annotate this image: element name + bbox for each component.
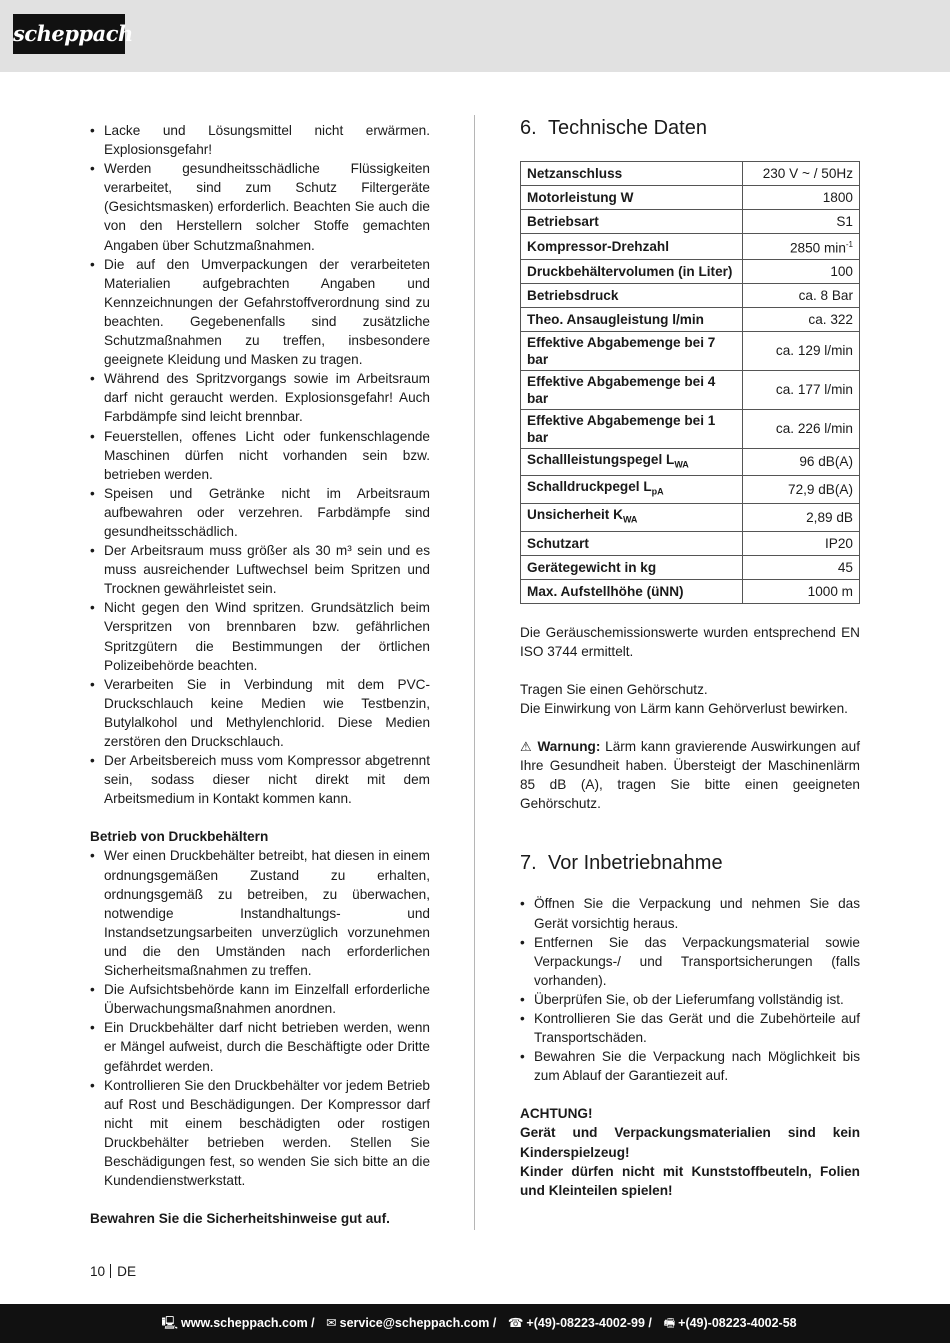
spec-key <box>521 162 743 186</box>
spec-value-text: S1 <box>836 214 853 229</box>
mail-icon: ✉ <box>326 1316 337 1330</box>
spec-value-text: 1000 m <box>807 583 853 599</box>
spec-value-text: ca. 322 <box>808 311 853 327</box>
spec-row <box>521 555 860 579</box>
spec-key <box>521 531 743 555</box>
spec-value <box>743 370 860 409</box>
spec-key <box>521 283 743 307</box>
spec-value-text: 2850 min <box>789 240 846 256</box>
spec-value <box>743 579 860 603</box>
section-6-title: Technische Daten <box>548 117 707 139</box>
spec-row <box>521 234 860 260</box>
spec-value-text: ca. 226 l/min <box>775 421 853 437</box>
spec-key <box>521 370 743 409</box>
safety-list <box>90 121 430 808</box>
safety-list-item: • Während des Spritzvorgangs sowie im Arbeitsraum darf nicht geraucht werden. Explosionsgefahr! Auch Farbdämpfe sind leicht brennbar. <box>90 369 430 426</box>
spec-key-text: Theo. Ansaugleistung l/min <box>527 311 704 327</box>
spec-value <box>743 210 860 234</box>
noise-note: Die Geräuschemissionswerte wurden entsprechend EN ISO 3744 ermittelt. <box>520 624 860 659</box>
fax-icon: 🖷 <box>663 1316 676 1330</box>
spec-value-text: ca. 177 l/min <box>775 382 853 398</box>
preparation-list-item: • Entfernen Sie das Verpackungsmaterial sowie Verpackungs-/ und Transportsicherungen (falls vorhanden). <box>520 933 860 990</box>
spec-value <box>743 409 860 448</box>
pressure-vessel-list-item: • Wer einen Druckbehälter betreibt, hat diesen in einem ordnungsgemäßen Zustand zu erhalten, ordnungsgemäß zu betreiben, zu überwachen, notwendige Instandhaltungs- und Instandsetzungsarbeiten unverzüglich vorzunehmen und die den Umständen nach erforderlichen Sicherheitsmaßnahmen zu treffen. <box>90 846 430 980</box>
preparation-list-item: • Bewahren Sie die Verpackung nach Möglichkeit bis zum Ablauf der Garantiezeit auf. <box>520 1047 860 1085</box>
spec-value <box>743 555 860 579</box>
technical-data-table <box>520 161 860 604</box>
spec-row <box>521 579 860 603</box>
spec-key <box>521 555 743 579</box>
preparation-list-item: • Öffnen Sie die Verpackung und nehmen Sie das Gerät vorsichtig heraus. <box>520 894 860 932</box>
spec-key-text: Betriebsart <box>527 214 599 229</box>
header-band <box>0 0 950 72</box>
spec-value-text: 72,9 dB(A) <box>788 482 853 498</box>
attention-line-1: Gerät und Verpackungsmaterialien sind kein Kinderspielzeug! <box>520 1125 860 1160</box>
safety-list-item: • Die auf den Umverpackungen der verarbeiteten Materialien aufgebrachten Angaben und Kennzeichnungen der Gefahrstoffverordnung sind zu beachten. Gegebenenfalls sind zusätzliche Schutzmaßnahmen zu treffen, insbesondere geeignete Kleidung und Masken zu tragen. <box>90 255 430 370</box>
section-7-title: Vor Inbetriebnahme <box>548 852 723 875</box>
spec-key-text: Effektive Abgabemenge bei 1 bar <box>527 412 716 445</box>
safety-list-item: • Feuerstellen, offenes Licht oder funkenschlagende Maschinen dürfen nicht vorhanden sein bzw. betrieben werden. <box>90 427 430 484</box>
spec-value <box>743 162 860 186</box>
safety-list-item: • Der Arbeitsraum muss größer als 30 m³ sein und es muss ausreichender Luftwechsel beim Spritzen und Trocknen gewährleistet sein. <box>90 541 430 598</box>
pressure-vessel-list-item: • Ein Druckbehälter darf nicht betrieben werden, wenn er Mängel aufweist, durch die Beschäftigte oder Dritte gefährdet werden. <box>90 1018 430 1075</box>
page-language: DE <box>117 1264 137 1279</box>
section-7 <box>520 851 860 1199</box>
warning-triangle-icon: ⚠ <box>520 739 533 755</box>
spec-value <box>743 476 860 504</box>
page-separator <box>110 1264 111 1278</box>
spec-key-text: Effektive Abgabemenge bei 7 bar <box>527 334 716 367</box>
spec-value-text: 1800 <box>822 190 853 205</box>
footer-phone: +(49)-08223-4002-99 / <box>526 1316 652 1330</box>
spec-row <box>521 307 860 331</box>
brand-logo: scheppach <box>13 14 125 54</box>
spec-value <box>743 186 860 210</box>
spec-key-text: Schutzart <box>527 535 589 551</box>
spec-key <box>521 259 743 283</box>
spec-row <box>521 409 860 448</box>
safety-list-item: • Speisen und Getränke nicht im Arbeitsraum aufbewahren oder verzehren. Farbdämpfe sind gesundheitsschädlich. <box>90 484 430 541</box>
spec-value <box>743 307 860 331</box>
hearing-protection-line: Tragen Sie einen Gehörschutz. <box>520 681 708 697</box>
noise-warning <box>520 737 860 813</box>
spec-row <box>521 476 860 504</box>
right-column <box>520 116 860 1200</box>
spec-key-text: Schallleistungspegel L <box>527 451 675 467</box>
pressure-vessel-list-item: • Kontrollieren Sie den Druckbehälter vor jedem Betrieb auf Rost und Beschädigungen. Der Kompressor darf nicht mit einem beschädigten oder rostigen Druckbehälter betrieben werden. Stellen Sie Beschädigungen fest, so wenden Sie sich bitte an die Kundendienstwerkstatt. <box>90 1076 430 1191</box>
section-6-number: 6. <box>520 117 537 139</box>
spec-key <box>521 476 743 504</box>
spec-row <box>521 503 860 531</box>
attention-title: ACHTUNG! <box>520 1106 593 1122</box>
keep-instructions-note: Bewahren Sie die Sicherheitshinweise gut auf. <box>90 1211 390 1227</box>
spec-key <box>521 331 743 370</box>
spec-value-text: 2,89 dB <box>806 509 853 525</box>
spec-key-text: Effektive Abgabemenge bei 4 bar <box>527 373 716 406</box>
spec-key <box>521 234 743 260</box>
spec-key-subscript: WA <box>674 459 689 470</box>
spec-row <box>521 448 860 476</box>
spec-value-text: 230 V ~ / 50Hz <box>762 166 853 181</box>
phone-icon: ☎ <box>507 1316 524 1330</box>
spec-value <box>743 448 860 476</box>
preparation-list-item: • Kontrollieren Sie das Gerät und die Zubehörteile auf Transportschäden. <box>520 1009 860 1047</box>
spec-key-text: Druckbehältervolumen (in Liter) <box>527 263 733 279</box>
spec-key-text: Motorleistung W <box>527 190 634 205</box>
spec-key <box>521 409 743 448</box>
footer-website-link[interactable]: www.scheppach.com / <box>181 1316 315 1330</box>
safety-list-item: • Der Arbeitsbereich muss vom Kompressor abgetrennt sein, sodass dieser nicht direkt mit dem Arbeitsmedium in Kontakt kommen kann. <box>90 751 430 808</box>
preparation-list <box>520 894 860 1085</box>
section-7-number: 7. <box>520 852 537 875</box>
spec-value-text: ca. 129 l/min <box>775 343 853 359</box>
safety-list-item: • Lacke und Lösungsmittel nicht erwärmen. Explosionsgefahr! <box>90 121 430 159</box>
spec-value <box>743 331 860 370</box>
subheading-pressure-vessels: Betrieb von Druckbehältern <box>90 829 269 845</box>
preparation-list-item: • Überprüfen Sie, ob der Lieferumfang vollständig ist. <box>520 990 860 1009</box>
left-column <box>90 121 430 1228</box>
computer-icon: 🖳 <box>161 1316 179 1330</box>
safety-list-item: • Nicht gegen den Wind spritzen. Grundsätzlich beim Verspritzen von brennbaren bzw. gefährlichen Spritzgütern die Bestimmungen der örtlichen Polizeibehörde beachten. <box>90 598 430 674</box>
spec-row <box>521 162 860 186</box>
spec-row <box>521 331 860 370</box>
safety-list-item: • Werden gesundheitsschädliche Flüssigkeiten verarbeitet, sind zum Schutz Filtergeräte (Gesichtsmasken) erforderlich. Beachten Sie auch die von den Herstellern solcher Stoffe gemachten Angaben über Schutzmaßnahmen. <box>90 159 430 254</box>
spec-value-text: 45 <box>837 559 853 575</box>
safety-list-item: • Verarbeiten Sie in Verbindung mit dem PVC-Druckschlauch keine Medien wie Testbenzin, Butylalkohol und Methylenchlorid. Diese Medien zerstören den Druckschlauch. <box>90 675 430 751</box>
spec-key <box>521 210 743 234</box>
spec-value-superscript: -1 <box>845 240 853 249</box>
spec-row <box>521 259 860 283</box>
spec-key-text: Kompressor-Drehzahl <box>527 238 670 254</box>
spec-value <box>743 259 860 283</box>
footer-bar <box>0 1304 950 1343</box>
footer-fax: +(49)-08223-4002-58 <box>678 1316 797 1330</box>
section-6-heading <box>520 116 860 140</box>
spec-value <box>743 234 860 260</box>
page-number <box>90 1264 136 1279</box>
page-number-value: 10 <box>90 1264 106 1279</box>
spec-key <box>521 307 743 331</box>
pressure-vessel-list <box>90 846 430 1190</box>
spec-value <box>743 503 860 531</box>
spec-key-text: Unsicherheit K <box>527 506 623 522</box>
spec-key <box>521 579 743 603</box>
spec-row <box>521 370 860 409</box>
section-7-heading <box>520 851 860 875</box>
spec-value <box>743 531 860 555</box>
pressure-vessel-list-item: • Die Aufsichtsbehörde kann im Einzelfall erforderliche Überwachungsmaßnahmen anordnen. <box>90 980 430 1018</box>
spec-value-text: 100 <box>830 263 853 279</box>
spec-value <box>743 283 860 307</box>
spec-key <box>521 503 743 531</box>
hearing-loss-line: Die Einwirkung von Lärm kann Gehörverlust bewirken. <box>520 700 848 716</box>
spec-key-text: Gerätegewicht in kg <box>527 559 657 575</box>
spec-row <box>521 531 860 555</box>
footer-email-link[interactable]: service@scheppach.com / <box>339 1316 497 1330</box>
spec-value-text: IP20 <box>825 535 853 551</box>
spec-key <box>521 186 743 210</box>
warning-text: Lärm kann gravierende Auswirkungen auf Ihre Gesundheit haben. Übersteigt der Maschinenlärm 85 dB (A), tragen Sie bitte einen geeigneten Gehörschutz. <box>520 739 860 812</box>
spec-value-text: 96 dB(A) <box>799 454 853 470</box>
spec-key-text: Netzanschluss <box>527 166 623 181</box>
spec-key-text: Schalldruckpegel L <box>527 479 652 495</box>
spec-key-text: Betriebsdruck <box>527 287 619 303</box>
attention-line-2: Kinder dürfen nicht mit Kunststoffbeuteln, Folien und Kleinteilen spielen! <box>520 1163 860 1198</box>
column-divider <box>474 115 475 1230</box>
spec-key <box>521 448 743 476</box>
spec-row <box>521 186 860 210</box>
spec-value-text: ca. 8 Bar <box>798 287 853 303</box>
spec-key-text: Max. Aufstellhöhe (üNN) <box>527 583 684 599</box>
warning-label: Warnung: <box>537 739 601 755</box>
spec-key-subscript: WA <box>622 514 638 525</box>
spec-row <box>521 210 860 234</box>
spec-row <box>521 283 860 307</box>
spec-key-subscript: pA <box>651 486 664 497</box>
